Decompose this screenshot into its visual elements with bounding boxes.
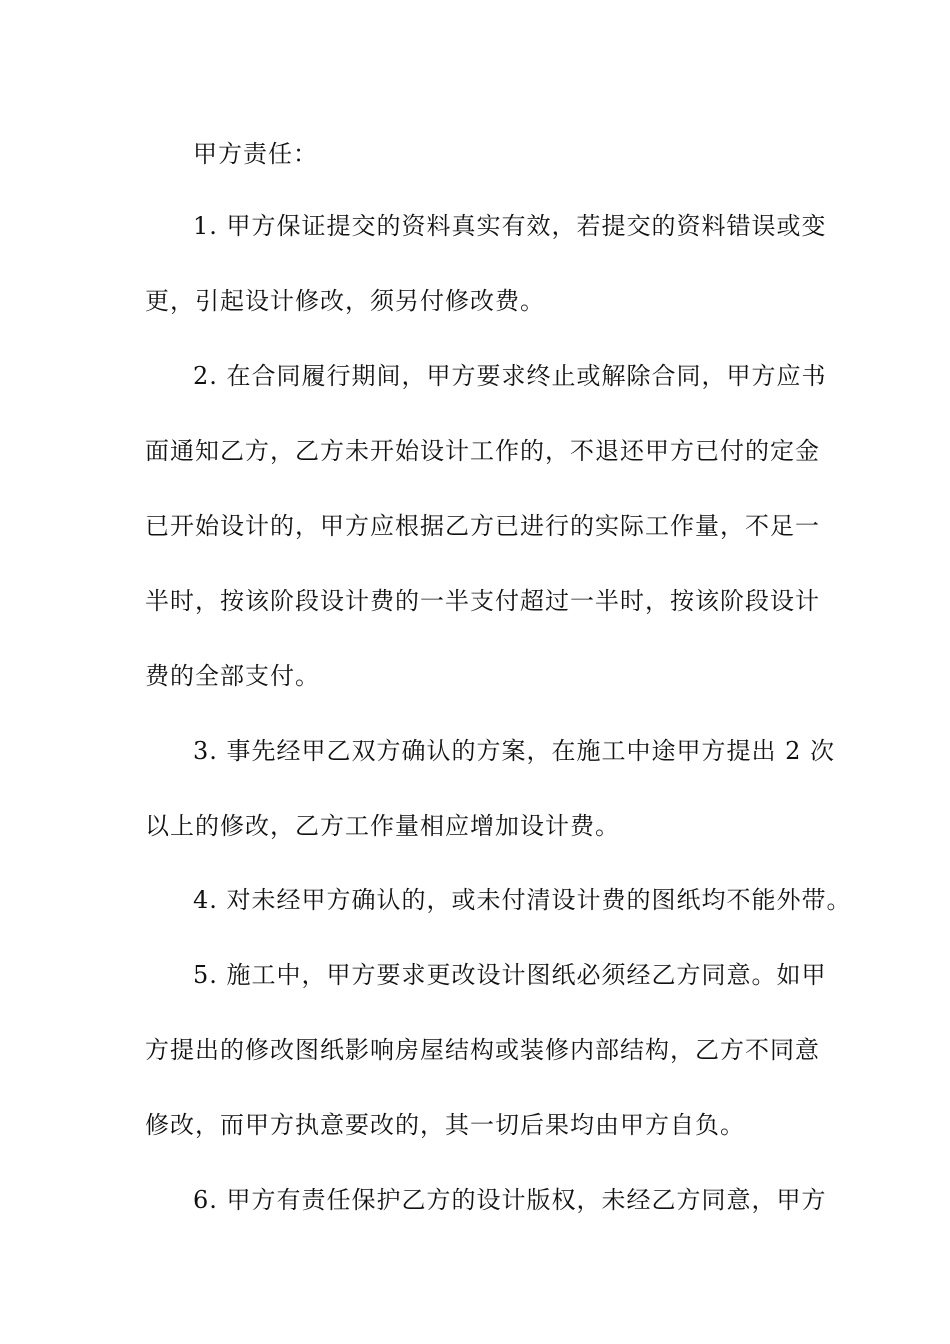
- clause-1-line-1: 1. 甲方保证提交的资料真实有效，若提交的资料错误或变: [193, 212, 827, 240]
- clause-2-line-5: 费的全部支付。: [145, 662, 320, 690]
- clause-3-line-2: 以上的修改，乙方工作量相应增加设计费。: [145, 812, 620, 840]
- clause-5-line-3: 修改，而甲方执意要改的，其一切后果均由甲方自负。: [145, 1111, 745, 1139]
- section-heading: 甲方责任：: [193, 140, 318, 168]
- clause-4-line-1: 4. 对未经甲方确认的，或未付清设计费的图纸均不能外带。: [193, 886, 852, 914]
- clause-2-line-4: 半时，按该阶段设计费的一半支付超过一半时，按该阶段设计: [145, 587, 820, 615]
- clause-1-line-2: 更，引起设计修改，须另付修改费。: [145, 287, 545, 315]
- clause-6-line-1: 6. 甲方有责任保护乙方的设计版权，未经乙方同意，甲方: [193, 1186, 827, 1214]
- clause-2-line-1: 2. 在合同履行期间，甲方要求终止或解除合同，甲方应书: [193, 362, 827, 390]
- clause-5-line-1: 5. 施工中，甲方要求更改设计图纸必须经乙方同意。如甲: [193, 961, 827, 989]
- clause-5-line-2: 方提出的修改图纸影响房屋结构或装修内部结构，乙方不同意: [145, 1036, 820, 1064]
- clause-3-line-1: 3. 事先经甲乙双方确认的方案，在施工中途甲方提出 2 次: [193, 737, 836, 765]
- clause-2-line-2: 面通知乙方，乙方未开始设计工作的，不退还甲方已付的定金: [145, 437, 820, 465]
- clause-2-line-3: 已开始设计的，甲方应根据乙方已进行的实际工作量，不足一: [145, 512, 820, 540]
